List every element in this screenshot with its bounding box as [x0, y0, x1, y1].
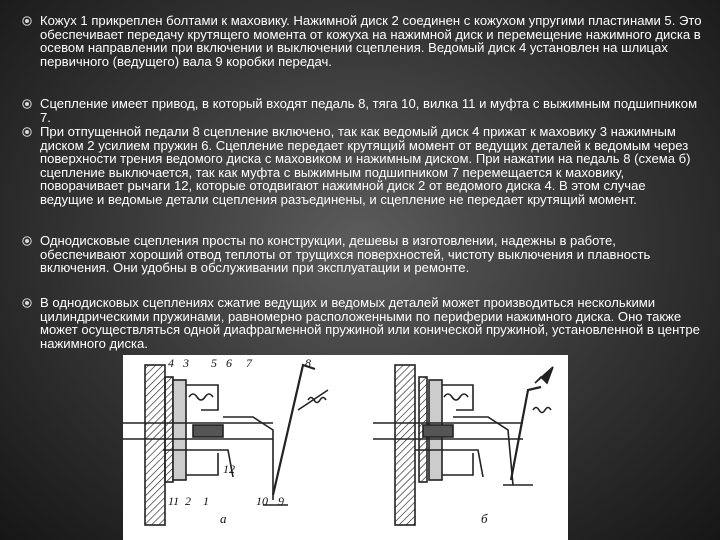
label: 1 [203, 494, 209, 508]
bullet-item [22, 234, 702, 296]
bullet-item [22, 97, 702, 125]
clutch-diagram [123, 355, 568, 540]
pressure-spring [189, 394, 213, 400]
bullet-text: При отпущенной педали 8 сцепление включено, так как ведомый диск 4 прижат к маховику 3 нажимным диском 2 усилием пружин 6. Сцепление передает крутящий момент от ведущих деталей к ведомым через поверхности трения ведомого диска с маховиком и нажимным диском. При нажатии на педаль 8 (схема б) сцепление выключается, так как муфта с выжимным подшипником 7 перемещается к маховику, поворачивает рычаги 12, которые отодвигают нажимной диск 2 от ведомого диска 4. В этом случае ведущие и ведомые детали сцепления разъединены, и сцепление не передает крутящий момент. [40, 124, 691, 207]
bullet-marker-icon [22, 99, 32, 109]
driven-disk [165, 377, 173, 482]
label: 12 [223, 462, 235, 476]
bullet-marker-icon [22, 298, 32, 308]
bullet-text: Кожух 1 прикреплен болтами к маховику. Нажимной диск 2 соединен с кожухом упругими пластинами 5. Это обеспечивает передачу крутящего момента от кожуха на нажимной диск и перемещение нажимного диска в осевом направлении при включении и выключении сцепления. Ведомый диск 4 установлен на шлицах первичного (ведущего) вала 9 коробки передач. [40, 13, 702, 69]
scheme-a [123, 365, 328, 525]
force-arrow-icon [535, 367, 553, 383]
label: 8 [305, 356, 311, 370]
bullet-marker-icon [22, 236, 32, 246]
bullet-item [22, 14, 702, 97]
bullet-item [22, 296, 702, 356]
label: 2 [185, 494, 191, 508]
pedal [273, 365, 315, 495]
label: 4 [168, 356, 174, 370]
label: 11 [168, 494, 180, 508]
pedal-stop [298, 390, 328, 410]
label: 3 [183, 356, 189, 370]
bullet-marker-icon [22, 127, 32, 137]
release-bearing [423, 425, 453, 437]
release-bearing [193, 425, 223, 437]
clutch-diagram-svg [123, 355, 568, 540]
label: 9 [278, 494, 284, 508]
caption-b: б [481, 511, 488, 526]
pressure-spring [444, 394, 468, 400]
bullet-item [22, 125, 702, 234]
pedal [511, 387, 541, 480]
flywheel [395, 365, 415, 525]
bullet-list [22, 14, 702, 356]
scheme-b [373, 365, 553, 525]
bullet-text: В однодисковых сцеплениях сжатие ведущих и ведомых деталей может производиться несколькими цилиндрическими пружинами, равномерно расположенными по периферии нажимного диска. Оно также может осуществляться одной диафрагменной пружиной или конической пружиной, установленной в центре нажимного диска. [40, 295, 700, 351]
label: 5 [211, 356, 217, 370]
flywheel [145, 365, 165, 525]
label: 6 [226, 356, 232, 370]
release-fork [223, 417, 273, 500]
caption-a: а [220, 511, 227, 526]
return-spring [533, 408, 551, 413]
label: 10 [256, 494, 268, 508]
bullet-text: Однодисковые сцепления просты по конструкции, дешевы в изготовлении, надежны в работе, обеспечивают хороший отвод теплоты от трущихся поверхностей, чистоту выключения и плавность включения. Они удобны в обслуживании при эксплуатации и ремонте. [40, 233, 651, 276]
scheme-a-labels [168, 356, 311, 526]
label: 7 [246, 356, 252, 370]
bullet-marker-icon [22, 16, 32, 26]
pressure-disk [173, 380, 186, 480]
bullet-text: Сцепление имеет привод, в который входят педаль 8, тяга 10, вилка 11 и муфта с выжимным подшипником 7. [40, 96, 698, 125]
